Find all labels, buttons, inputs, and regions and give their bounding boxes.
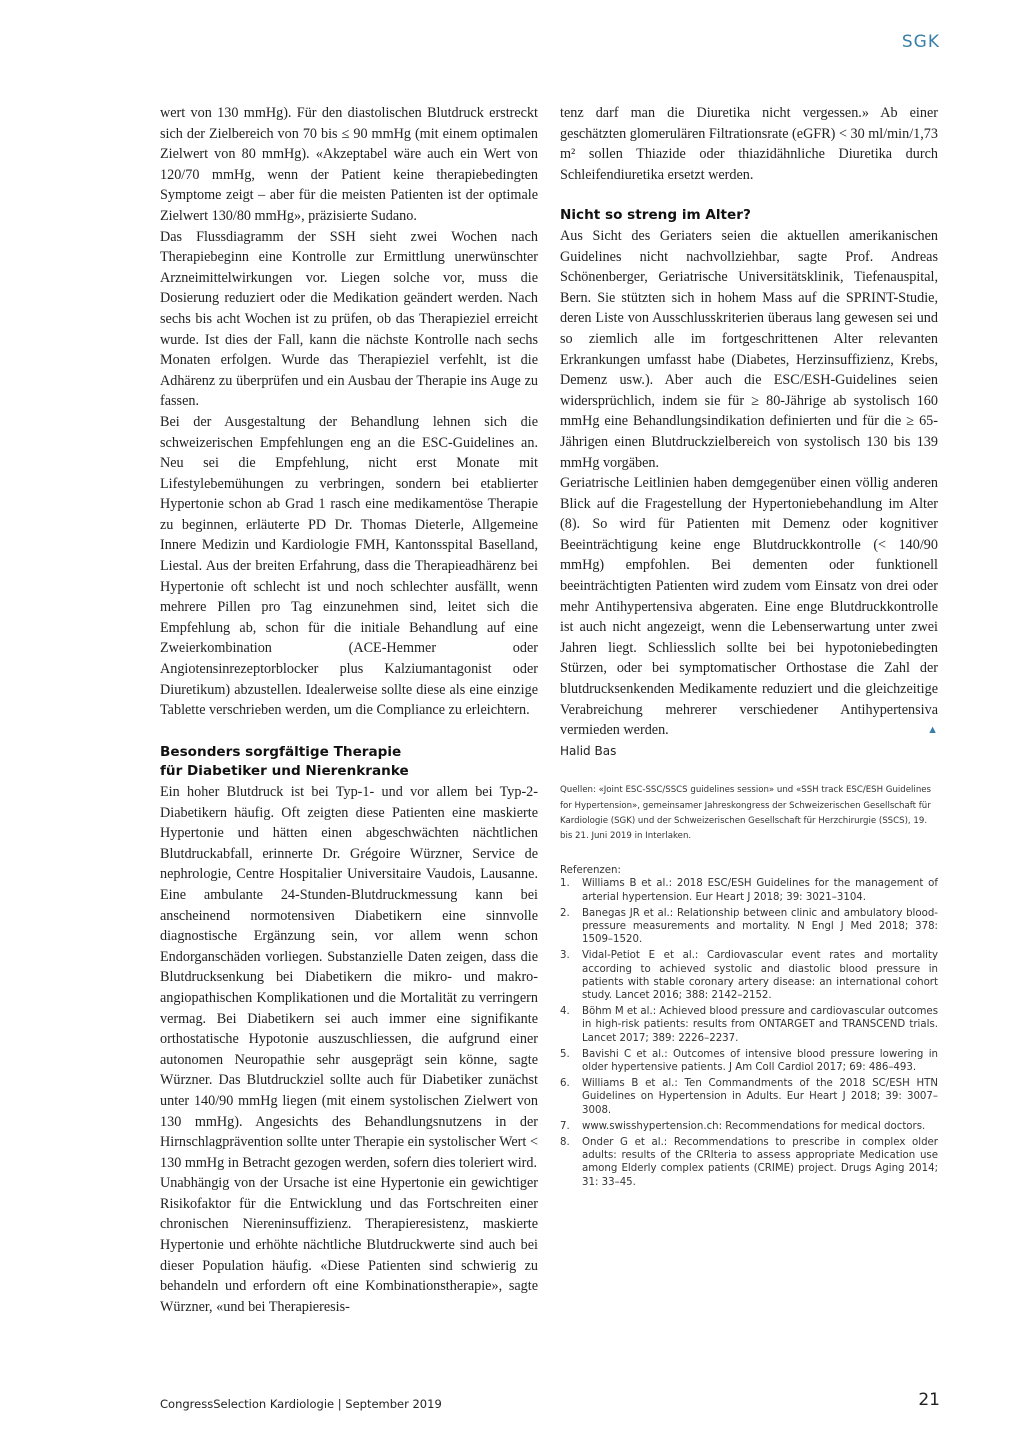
reference-text: Bavishi C et al.: Outcomes of intensive blood pressure lowering in older hypertensive patients. J Am Coll Cardiol 2017; 69: 486–493. — [582, 1048, 938, 1074]
reference-item — [560, 1120, 938, 1133]
author-name: Halid Bas — [560, 743, 617, 758]
reference-item — [560, 949, 938, 1002]
left-column — [160, 103, 538, 1317]
section-heading-line: Besonders sorgfältige Therapie — [160, 743, 402, 760]
section-heading: Nicht so streng im Alter? — [560, 207, 751, 224]
paragraph-text: Geriatrische Leitlinien haben demgegenüber einen völlig anderen Blick auf die Fragestellung der Hypertoniebehandlung im Alter (8). So wird für Patienten mit Demenz oder kognitiver Beeinträchtigung keine enge Blutdruckkontrolle (< 140/90 mmHg) empfohlen. Bei dementen oder funktionell beeinträchtigten Patienten wird zudem vom Einsatz von drei oder mehr Antihypertensiva abgeraten. Eine enge Blutdruckkontrolle ist auch nicht angezeigt, wenn die Lebenserwartung unter zwei Jahren liegt. Schliesslich sollte bei bei hypotoniebedingten Stürzen, oder bei symptomatischer Orthostase die Zahl der blutdrucksenkenden Medikamente reduziert und die gleichzeitige Verabreichung mehrerer verschiedener Antihypertensiva vermieden werden. — [560, 475, 938, 739]
reference-item — [560, 1005, 938, 1045]
paragraph: Aus Sicht des Geriaters seien die aktuellen amerikanischen Guidelines nicht nachvollziehbar, sagte Prof. Andreas Schönenberger, Geriatrische Universitätsklinik, Tiefenauspital, Bern. Sie stützten sich in hohem Mass auf die SPRINT-Studie, deren Liste von Ausschlusskriterien überaus lang gewesen sei und so ziemlich alle im fortgeschrittenen Alter relevanten Erkrankungen umfasst habe (Diabetes, Herzinsuffizienz, Krebs, Demenz usw.). Aber auch die ESC/ESH-Guidelines seien widersprüchlich, indem sie für ≥ 80-Jährige ab systolisch 160 mmHg eine Behandlungsindikation definierten und für die ≥ 65-Jährigen einen Blutdruckzielbereich von systolisch 130 bis 139 mmHg vorgäben. — [560, 227, 938, 471]
reference-number: 4. — [560, 1006, 570, 1018]
paragraph: tenz darf man die Diuretika nicht vergessen.» Ab einer geschätzten glomerulären Filtrationsrate (eGFR) < 30 ml/min/1,73 m² sollen Thiazide oder thiazidähnliche Diuretika durch Schleifendiuretika ersetzt werden. — [560, 105, 938, 183]
paragraph: Ein hoher Blutdruck ist bei Typ-1- und vor allem bei Typ-2-Diabetikern häufig. Oft zeigten diese Patienten eine maskierte Hypertonie und hätten einen abgeschwächten nächtlichen Blutdruckabfall, erinnerte Dr. Grégoire Würzner, Service de nephrologie, Centre Hospitalier Universitaire Vaudois, Lausanne. Eine ambulante 24-Stunden-Blutdruckmessung kann bei anscheinend normotensiven Diabetikern eine sinnvolle diagnostische Ergänzung sein, vor allem wenn schon Endorganschäden vorliegen. Substanzielle Daten zeigen, dass die Blutdrucksenkung bei Diabetikern die mikro- und makro-angiopathischen Komplikationen und die Mortalität zu verringern vermag. Bei Diabetikern sei auch immer eine signifikante orthostatische Hypotonie auszuschliessen, die aufgrund einer autonomen Neuropathie sehr ausgeprägt sein könne, sagte Würzner. Das Blutdruckziel sollte auch für Diabetiker zunächst unter 140/90 mmHg liegen (mit einem systolischen Zielwert von 130 mmHg). Angesichts des Behandlungsnutzens in der Hirnschlagprävention sollte unter Therapie ein systolischer Wert < 130 mmHg in Betracht gezogen werden, sofern dies toleriert wird. — [160, 784, 538, 1171]
page-number: 21 — [918, 1390, 940, 1410]
reference-text: Böhm M et al.: Achieved blood pressure and cardiovascular outcomes in high-risk patients: results from ONTARGET and TRANSCEND trials. Lancet 2017; 389: 2226–2237. — [582, 1006, 938, 1044]
right-column — [560, 103, 938, 1192]
end-of-article-triangle-icon: ▲ — [927, 724, 938, 737]
reference-number: 3. — [560, 950, 570, 962]
paragraph: wert von 130 mmHg). Für den diastolischen Blutdruck erstreckt sich der Zielbereich von 70 bis ≤ 90 mmHg (mit einem optimalen Zielwert von 80 mmHg). «Akzeptabel wäre auch ein Wert von 120/70 mmHg, wenn der Patient keine therapiebedingten Symptome zeigt – aber für die meisten Patienten ist der optimale Zielwert 130/80 mmHg», präzisierte Sudano. — [160, 105, 538, 224]
paragraph: Bei der Ausgestaltung der Behandlung lehnen sich die schweizerischen Empfehlungen eng an die ESC-Guidelines an. Neu sei die Empfehlung, nicht erst Monate mit Lifestylebemühungen zu verbringen, sondern bei etablierter Hypertonie schon ab Grad 1 rasch eine medikamentöse Therapie zu beginnen, erläuterte PD Dr. Thomas Dieterle, Allgemeine Innere Medizin und Kardiologie FMH, Kantonsspital Baselland, Liestal. Aus der breiten Erfahrung, dass die Therapieadhärenz bei Hypertonie oft schlecht ist und noch schlechter ausfällt, wenn mehrere Pillen pro Tag einzunehmen sind, leitet sich die Empfehlung ab, schon für die initiale Behandlung auf eine Zweierkombination (ACE-Hemmer oder Angiotensinrezeptorblocker plus Kalziumantagonist oder Diuretikum) abzustellen. Idealerweise sollte diese als eine einzige Tablette verschrieben werden, um die Compliance zu erleichtern. — [160, 413, 538, 719]
reference-number: 1. — [560, 878, 570, 890]
reference-text: Onder G et al.: Recommendations to prescribe in complex older adults: results of the CRIteria to assess appropriate Medication use among Elderly complex patients (CRIME) project. Drugs Aging 2014; 31: 33–45. — [582, 1137, 938, 1188]
brand-label: SGK — [901, 32, 940, 52]
reference-text: www.swisshypertension.ch: Recommendations for medical doctors. — [582, 1120, 926, 1132]
reference-number: 8. — [560, 1137, 570, 1149]
reference-list — [560, 877, 938, 1188]
paragraph: Unabhängig von der Ursache ist eine Hypertonie ein gewichtiger Risikofaktor für die Entwicklung und das Fortschreiten einer chronischen Niereninsuffizienz. Therapieresistenz, maskierte Hypertonie und erhöhte nächtliche Blutdruckwerte sind auch bei dieser Population häufig. «Diese Patienten sind schwierig zu behandeln und erfordern oft eine Kombinationstherapie», sagte Würzner, «und bei Therapieresis- — [160, 1175, 538, 1315]
reference-item — [560, 907, 938, 947]
references — [560, 864, 938, 1189]
footer-publication: CongressSelection Kardiologie | September 2019 — [160, 1397, 442, 1411]
references-label: Referenzen: — [560, 865, 621, 877]
reference-item — [560, 1048, 938, 1074]
paragraph: Das Flussdiagramm der SSH sieht zwei Wochen nach Therapiebeginn eine Kontrolle zur Ermittlung unerwünschter Arzneimittelwirkungen vor. Liegen solche vor, muss die Dosierung reduziert oder die Medikation geändert werden. Nach sechs bis acht Wochen ist zu prüfen, ob das Therapieziel erreicht wurde. Ist dies der Fall, kann die nächste Kontrolle nach sechs Monaten erfolgen. Wurde das Therapieziel verfehlt, ist die Adhärenz zu überprüfen und ein Ausbau der Therapie ins Auge zu fassen. — [160, 228, 538, 410]
reference-number: 6. — [560, 1078, 570, 1090]
sources-note: Quellen: «Joint ESC-SSC/SSCS guidelines session» und «SSH track ESC/ESH Guidelines for Hypertension», gemeinsamer Jahreskongress der Schweizerischen Gesellschaft für Kardiologie (SGK) und der Schweizerischen Gesellschaft für Herzchirurgie (SSCS), 19. bis 21. Juni 2019 in Interlaken. — [560, 785, 932, 842]
reference-number: 5. — [560, 1048, 570, 1060]
reference-text: Banegas JR et al.: Relationship between clinic and ambulatory blood-pressure measurements and mortality. N Engl J Med 2018; 378: 1509–1520. — [582, 907, 938, 946]
reference-number: 7. — [560, 1120, 570, 1132]
reference-item — [560, 877, 938, 903]
reference-text: Williams B et al.: 2018 ESC/ESH Guidelines for the management of arterial hypertension. Eur Heart J 2018; 39: 3021–3104. — [582, 878, 938, 903]
reference-item — [560, 1077, 938, 1117]
reference-item — [560, 1136, 938, 1189]
section-heading-line: für Diabetiker und Nierenkranke — [160, 763, 409, 780]
reference-text: Vidal-Petiot E et al.: Cardiovascular event rates and mortality according to achieved systolic and diastolic blood pressure in patients with stable coronary artery disease: an international cohort study. Lancet 2016; 388: 2142–2152. — [582, 950, 938, 1002]
reference-number: 2. — [560, 907, 570, 919]
reference-text: Williams B et al.: Ten Commandments of the 2018 SC/ESH HTN Guidelines on Hypertension in Adults. Eur Heart J 2018; 39: 3007–3008. — [582, 1078, 938, 1116]
paragraph — [560, 473, 938, 741]
section-heading — [160, 743, 538, 782]
